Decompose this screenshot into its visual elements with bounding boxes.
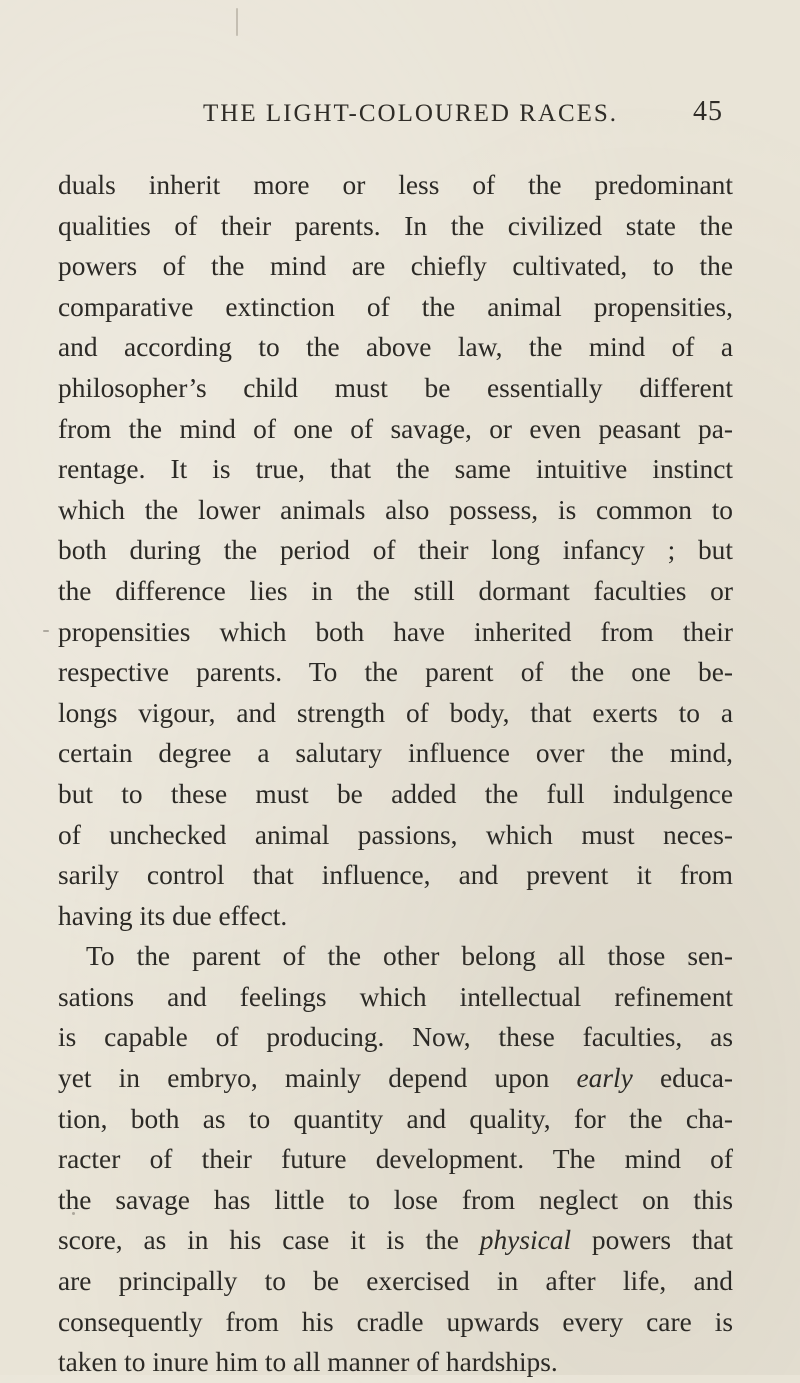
paper-speck xyxy=(236,8,238,36)
text-line: the difference lies in the still dormant faculties or xyxy=(58,575,733,606)
text-line: are principally to be exercised in after life, and xyxy=(58,1266,733,1297)
text-line: comparative extinction of the animal propensities, xyxy=(58,291,733,322)
text-line: rentage. It is true, that the same intuitive instinct xyxy=(58,454,733,485)
text-line: longs vigour, and strength of body, that exerts to a xyxy=(58,697,733,728)
text-line: the savage has little to lose from neglect on this xyxy=(58,1184,733,1215)
paper-speck xyxy=(43,630,49,632)
text-line: from the mind of one of savage, or even peasant pa- xyxy=(58,413,733,444)
text-line: racter of their future development. The mind of xyxy=(58,1144,733,1175)
text-line: respective parents. To the parent of the one be- xyxy=(58,657,733,688)
running-title: THE LIGHT-COLOURED RACES. xyxy=(203,100,619,127)
paragraph xyxy=(58,165,733,936)
text-line: To the parent of the other belong all those sen- xyxy=(86,941,733,972)
text-line: and according to the above law, the mind of a xyxy=(58,332,733,363)
text-line: both during the period of their long infancy ; but xyxy=(58,535,733,566)
text-line: sarily control that influence, and prevent it from xyxy=(58,860,733,891)
text-line: powers of the mind are chiefly cultivated, to the xyxy=(58,251,733,282)
text-line: duals inherit more or less of the predominant xyxy=(58,170,733,200)
page-number: 45 xyxy=(693,96,723,127)
text-line: tion, both as to quantity and quality, for the cha- xyxy=(58,1103,733,1134)
text-line: score, as in his case it is the physical powers that xyxy=(58,1225,733,1256)
text-line: qualities of their parents. In the civilized state the xyxy=(58,210,733,241)
paragraph xyxy=(58,936,733,1383)
text-line: yet in embryo, mainly depend upon early educa- xyxy=(58,1063,733,1094)
paper-speck xyxy=(72,1212,75,1215)
running-head xyxy=(203,96,723,140)
text-line: having its due effect. xyxy=(58,900,288,931)
text-line: taken to inure him to all manner of hardships. xyxy=(58,1347,558,1378)
text-line: of unchecked animal passions, which must neces- xyxy=(58,819,733,850)
text-line: propensities which both have inherited from their xyxy=(58,616,733,647)
text-line: certain degree a salutary influence over the mind, xyxy=(58,738,733,769)
text-line: consequently from his cradle upwards every care is xyxy=(58,1306,733,1337)
text-line: which the lower animals also possess, is common to xyxy=(58,494,733,525)
text-line: sations and feelings which intellectual refinement xyxy=(58,981,733,1012)
body-text xyxy=(58,165,733,1383)
text-line: philosopher’s child must be essentially different xyxy=(58,372,733,403)
text-line: but to these must be added the full indulgence xyxy=(58,778,733,809)
text-line: is capable of producing. Now, these faculties, as xyxy=(58,1022,733,1053)
